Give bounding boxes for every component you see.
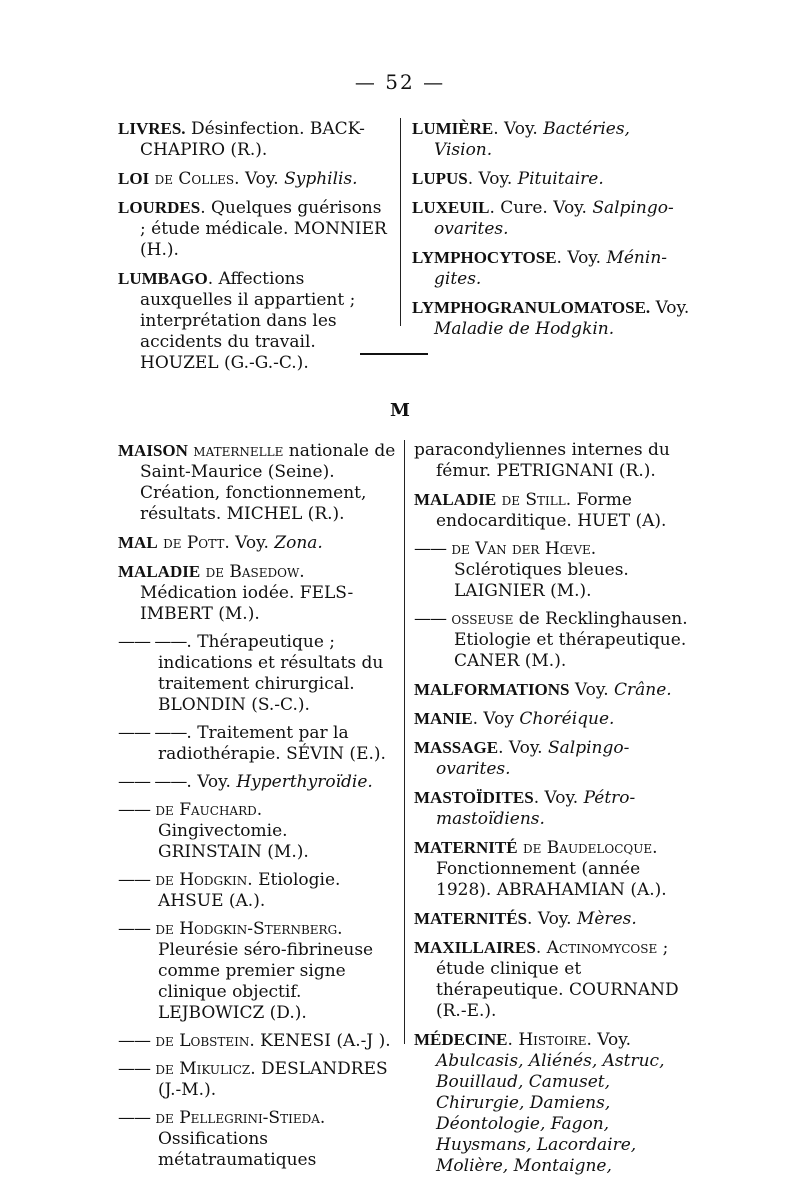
entry-text: . Voy.: [586, 1030, 632, 1050]
entry-reference: Ménin-gites.: [434, 248, 668, 289]
entry-reference: Choréique.: [519, 709, 615, 729]
entry-headword: MALFORMATIONS: [414, 680, 570, 699]
index-entry: [414, 440, 692, 482]
entry-text: . Voy.: [556, 248, 607, 268]
entry-dash: ——: [118, 1108, 150, 1128]
entry-reference: Salpingo-ovarites.: [436, 738, 630, 779]
entry-text: ; étude clinique et thérapeutique. COURNAND (R.-E.).: [436, 938, 679, 1021]
entry-qualifier: de Hodgkin-Sternberg: [150, 919, 338, 939]
entry-reference: Hyperthyroïdie.: [236, 772, 373, 792]
index-entry: [118, 723, 396, 765]
entry-headword: LUMIÈRE: [412, 119, 494, 138]
entry-text: . Voy.: [527, 909, 577, 929]
index-entry: [414, 787, 692, 830]
entry-text: . Voy.: [224, 533, 275, 553]
entry-qualifier: de Basedow: [200, 562, 300, 582]
index-entry: [412, 197, 692, 240]
entry-text: Désinfection. BACK-CHAPIRO (R.).: [140, 119, 365, 160]
index-entry: [412, 297, 692, 340]
index-entry: [414, 609, 692, 672]
section-rule: [360, 353, 428, 355]
entry-headword: MASSAGE: [414, 738, 499, 757]
column-divider-top: [400, 118, 401, 326]
entry-text: . Quelques guérisons ; étude médicale. MONNIER (H.).: [140, 198, 387, 260]
entry-dash: ——: [118, 919, 150, 939]
entry-text: de Recklinghausen. Etiologie et thérapeutique. CANER (M.).: [454, 609, 688, 671]
entry-headword: LUMBAGO: [118, 269, 208, 288]
entry-qualifier: osseuse: [446, 609, 514, 629]
entry-text: . Voy.: [467, 169, 518, 189]
entry-text: paracondyliennes internes du fémur. PETRIGNANI (R.).: [414, 440, 670, 481]
entry-dash: ——: [118, 1031, 150, 1051]
entry-qualifier: de Fauchard: [150, 800, 257, 820]
index-entry: [118, 532, 396, 554]
index-entry: [118, 1031, 396, 1052]
index-entry: [118, 268, 390, 374]
index-entry: [414, 937, 692, 1022]
index-entry: [118, 800, 396, 863]
entry-headword: MATERNITÉS: [414, 909, 528, 928]
entry-dash: ——: [414, 539, 446, 559]
entry-text: . Cure. Voy.: [489, 198, 593, 218]
entry-headword: MAL: [118, 533, 158, 552]
entry-headword: MAXILLAIRES: [414, 938, 536, 957]
entry-text: . Voy.: [234, 169, 285, 189]
entry-headword: LOURDES: [118, 198, 201, 217]
entry-headword: LUPUS: [412, 169, 468, 188]
entry-reference: Pituitaire.: [517, 169, 604, 189]
entry-qualifier: de Van der Hœve: [446, 539, 591, 559]
entry-text: nationale de Saint-Maurice (Seine). Création, fonctionnement, résultats. MICHEL (R.).: [140, 441, 396, 524]
entry-reference: Mères.: [576, 909, 637, 929]
index-entry: [118, 772, 396, 793]
entry-text: . Voy.: [533, 788, 584, 808]
index-entry: [414, 837, 692, 901]
entry-reference: Syphilis.: [284, 169, 358, 189]
entry-text: Voy.: [569, 680, 615, 700]
entry-text: . Traitement par la radiothérapie. SÉVIN (E.).: [158, 723, 386, 764]
index-entry: [414, 489, 692, 532]
entry-headword: MÉDECINE: [414, 1030, 508, 1049]
entry-text: . Ossifications métatraumatiques: [158, 1108, 326, 1170]
index-entry: [118, 870, 396, 912]
entry-headword: LIVRES.: [118, 119, 186, 138]
entry-headword: MASTOÏDITES: [414, 788, 534, 807]
entry-text: . Voy.: [186, 772, 237, 792]
index-entry: [414, 708, 692, 730]
entry-text: . Voy.: [498, 738, 548, 758]
entry-text: .: [535, 938, 547, 958]
entry-reference: Bactéries, Vision.: [434, 119, 630, 160]
entry-text: . Thérapeutique ; indications et résultats du traitement chirurgical. BLONDIN (S.-C.).: [158, 632, 384, 715]
entry-qualifier: de Pott: [157, 533, 225, 553]
entry-text: . Etiologie. AHSUE (A.).: [158, 870, 341, 911]
index-entry: [412, 118, 692, 161]
entry-text: . Voy: [472, 709, 520, 729]
entry-qualifier: maternelle: [187, 441, 284, 461]
entry-text: . Affections auxquelles il appartient ; interprétation dans les accidents du travail. HOUZEL (G.-G.-C.).: [140, 269, 356, 373]
index-entry: [118, 561, 396, 625]
entry-dash: ——: [118, 1059, 150, 1079]
entry-headword: LOI: [118, 169, 150, 188]
entry-qualifier: de Mikulicz: [150, 1059, 251, 1079]
entry-reference: Abulcasis, Aliénés, Astruc, Bouillaud, Camuset, Chirurgie, Damiens, Déontologie, Fagon, Huysmans, Lacordaire, Molière, Montaigne,: [436, 1051, 665, 1176]
index-entry: [118, 118, 390, 161]
index-entry: [414, 737, 692, 780]
index-entry: [412, 168, 692, 190]
entry-text: .: [507, 1030, 519, 1050]
entry-text: . Pleurésie séro-fibrineuse comme premier signe clinique objectif. LEJBOWICZ (D.).: [158, 919, 374, 1023]
entry-text: . KENESI (A.-J ).: [249, 1031, 391, 1051]
index-entry: [118, 440, 396, 525]
entry-dash: ——: [118, 800, 150, 820]
entry-headword: LYMPHOGRANULOMATOSE.: [412, 298, 651, 317]
entry-headword: MAISON: [118, 441, 188, 460]
index-entry: [118, 168, 390, 190]
entry-text: . Fonctionnement (année 1928). ABRAHAMIAN (A.).: [436, 838, 667, 900]
index-entry: [414, 679, 692, 701]
entry-headword: MALADIE: [118, 562, 201, 581]
index-entry: [412, 247, 692, 290]
entry-headword: LUXEUIL: [412, 198, 490, 217]
entry-text: . Voy.: [493, 119, 544, 139]
entry-text: . Forme endocarditique. HUET (A).: [436, 490, 667, 531]
index-entry: [118, 919, 396, 1024]
index-entry: [118, 1108, 396, 1171]
entry-text: . DESLANDRES (J.-M.).: [158, 1059, 388, 1100]
page-number: — 52 —: [354, 70, 446, 94]
entry-headword: LYMPHOCYTOSE: [412, 248, 557, 267]
entry-qualifier: de Colles: [149, 169, 235, 189]
entry-headword: MALADIE: [414, 490, 497, 509]
entry-dash: —— ——: [118, 772, 187, 792]
entry-reference: Zona.: [274, 533, 323, 553]
entry-text: . Sclérotiques bleues. LAIGNIER (M.).: [454, 539, 629, 601]
entry-text: Voy.: [650, 298, 690, 318]
entry-qualifier: de Pellegrini-Stieda: [150, 1108, 320, 1128]
column-bottom-right: [414, 440, 692, 1184]
index-entry: [118, 1059, 396, 1101]
section-letter: M: [390, 400, 410, 421]
entry-qualifier: de Baudelocque: [517, 838, 653, 858]
entry-reference: Maladie de Hodgkin.: [434, 319, 615, 339]
entry-dash: —— ——: [118, 632, 187, 652]
entry-reference: Pétro-mastoïdiens.: [436, 788, 636, 829]
entry-subject: Actinomycose: [546, 938, 658, 958]
entry-dash: ——: [118, 870, 150, 890]
entry-headword: MATERNITÉ: [414, 838, 518, 857]
column-bottom-left: [118, 440, 396, 1178]
entry-reference: Crâne.: [614, 680, 672, 700]
entry-qualifier: de Hodgkin: [150, 870, 248, 890]
index-entry: [414, 1029, 692, 1177]
entry-headword: MANIE: [414, 709, 473, 728]
index-entry: [414, 908, 692, 930]
index-entry: [118, 632, 396, 716]
column-divider-bottom: [404, 440, 405, 1044]
entry-text: . Médication iodée. FELS-IMBERT (M.).: [140, 562, 354, 624]
entry-dash: —— ——: [118, 723, 187, 743]
entry-qualifier: de Lobstein: [150, 1031, 250, 1051]
entry-text: . Gingivectomie. GRINSTAIN (M.).: [158, 800, 309, 862]
entry-reference: Salpingo-ovarites.: [434, 198, 674, 239]
entry-dash: ——: [414, 609, 446, 629]
entry-subject: Histoire: [518, 1030, 587, 1050]
entry-qualifier: de Still: [496, 490, 566, 510]
column-top-right: [412, 118, 692, 347]
index-entry: [118, 197, 390, 261]
column-top-left: [118, 118, 390, 381]
index-entry: [414, 539, 692, 602]
